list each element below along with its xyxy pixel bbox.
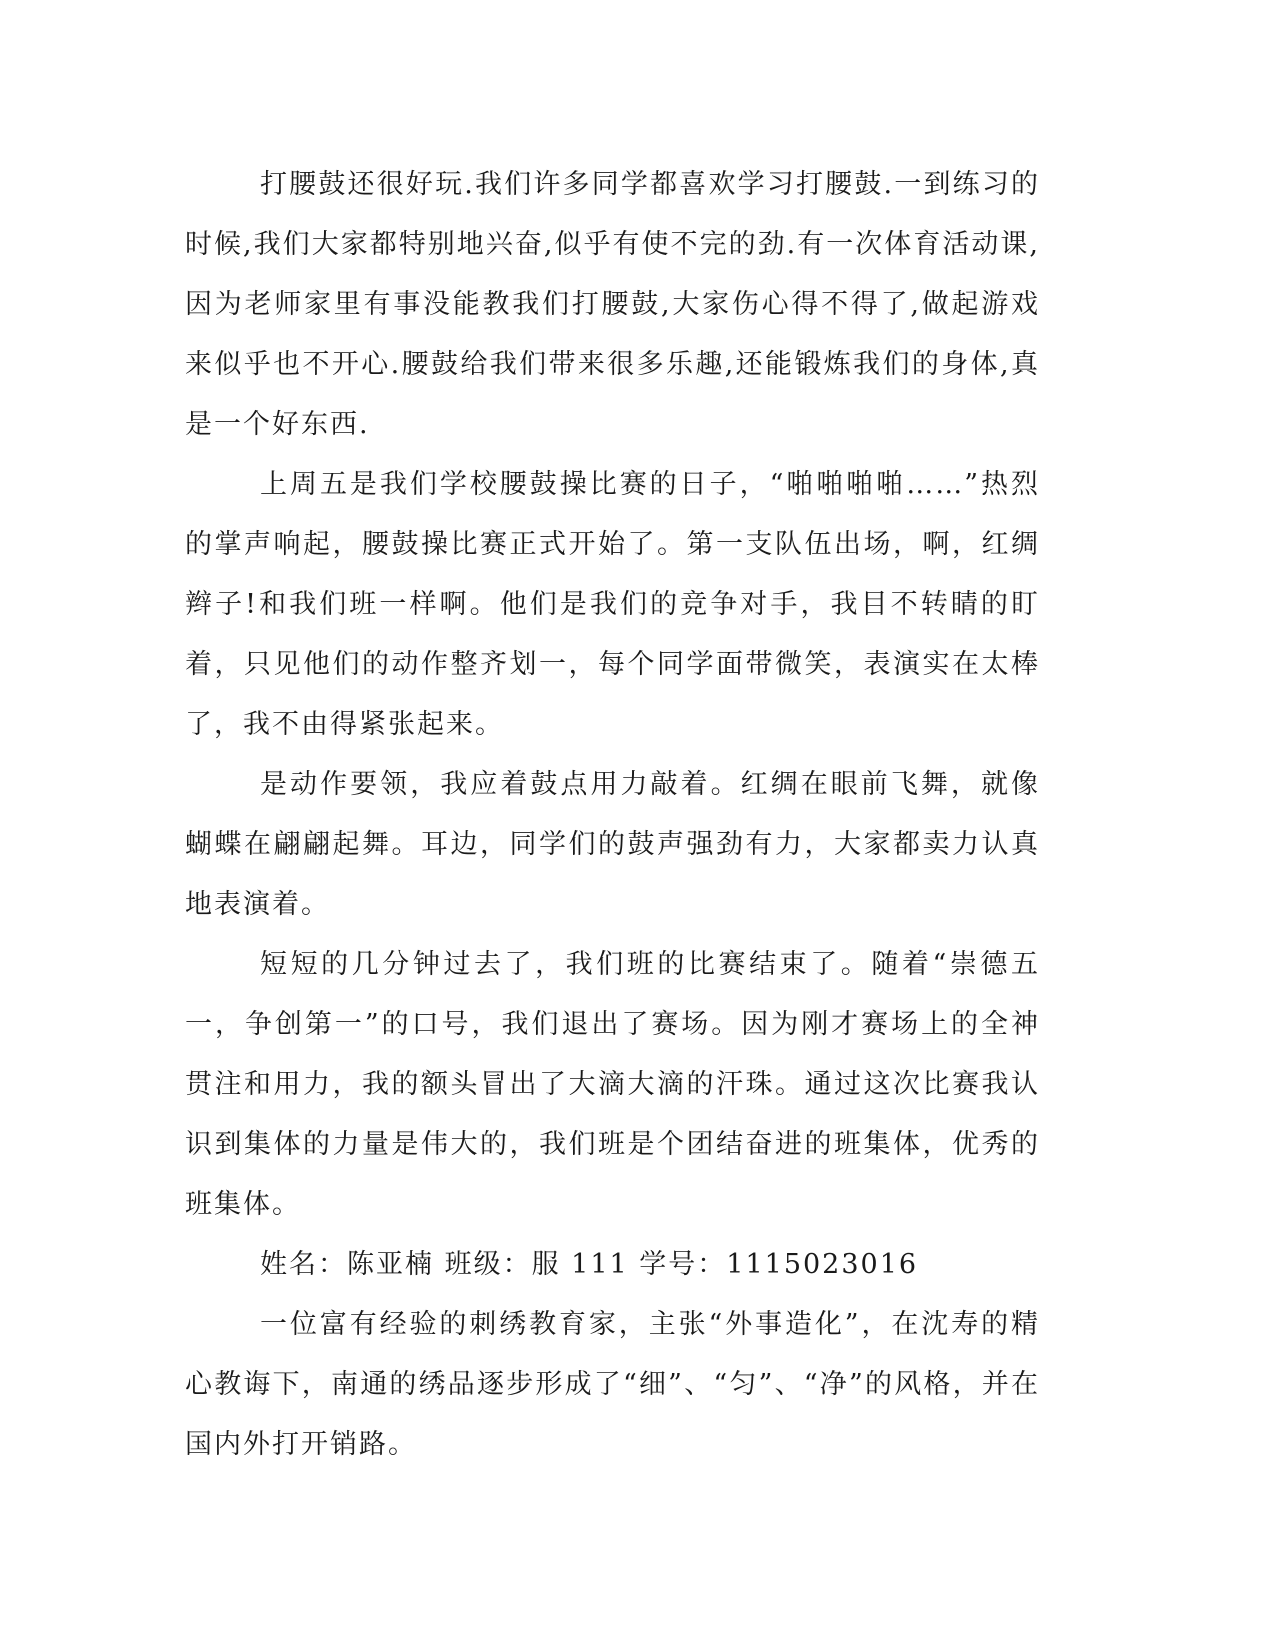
paragraph-competition-start: 上周五是我们学校腰鼓操比赛的日子，“啪啪啪啪……”热烈的掌声响起，腰鼓操比赛正式开始了。第一支队伍出场，啊，红绸辫子!和我们班一样啊。他们是我们的竞争对手，我目不转睛的盯着，只见他们的动作整齐划一，每个同学面带微笑，表演实在太棒了，我不由得紧张起来。 (185, 469, 1040, 740)
author-info: 姓名：陈亚楠 班级：服 111 学号：1115023016 (260, 1249, 919, 1280)
paragraph-competition-end: 短短的几分钟过去了，我们班的比赛结束了。随着“崇德五一，争创第一”的口号，我们退出了赛场。因为刚才赛场上的全神贯注和用力，我的额头冒出了大滴大滴的汗珠。通过这次比赛我认识到集体的力量是伟大的，我们班是个团结奋进的班集体，优秀的班集体。 (185, 949, 1040, 1220)
paragraph-waist-drum-fun: 打腰鼓还很好玩.我们许多同学都喜欢学习打腰鼓.一到练习的时候,我们大家都特别地兴奋,似乎有使不完的劲.有一次体育活动课,因为老师家里有事没能教我们打腰鼓,大家伤心得不得了,做起游戏来似乎也不开心.腰鼓给我们带来很多乐趣,还能锻炼我们的身体,真是一个好东西. (185, 169, 1040, 440)
paragraph-embroidery: 一位富有经验的刺绣教育家，主张“外事造化”，在沈寿的精心教诲下，南通的绣品逐步形成了“细”、“匀”、“净”的风格，并在国内外打开销路。 (185, 1309, 1040, 1460)
paragraph-performance: 是动作要领，我应着鼓点用力敲着。红绸在眼前飞舞，就像蝴蝶在翩翩起舞。耳边，同学们的鼓声强劲有力，大家都卖力认真地表演着。 (185, 769, 1040, 920)
document-body (185, 155, 1040, 1475)
